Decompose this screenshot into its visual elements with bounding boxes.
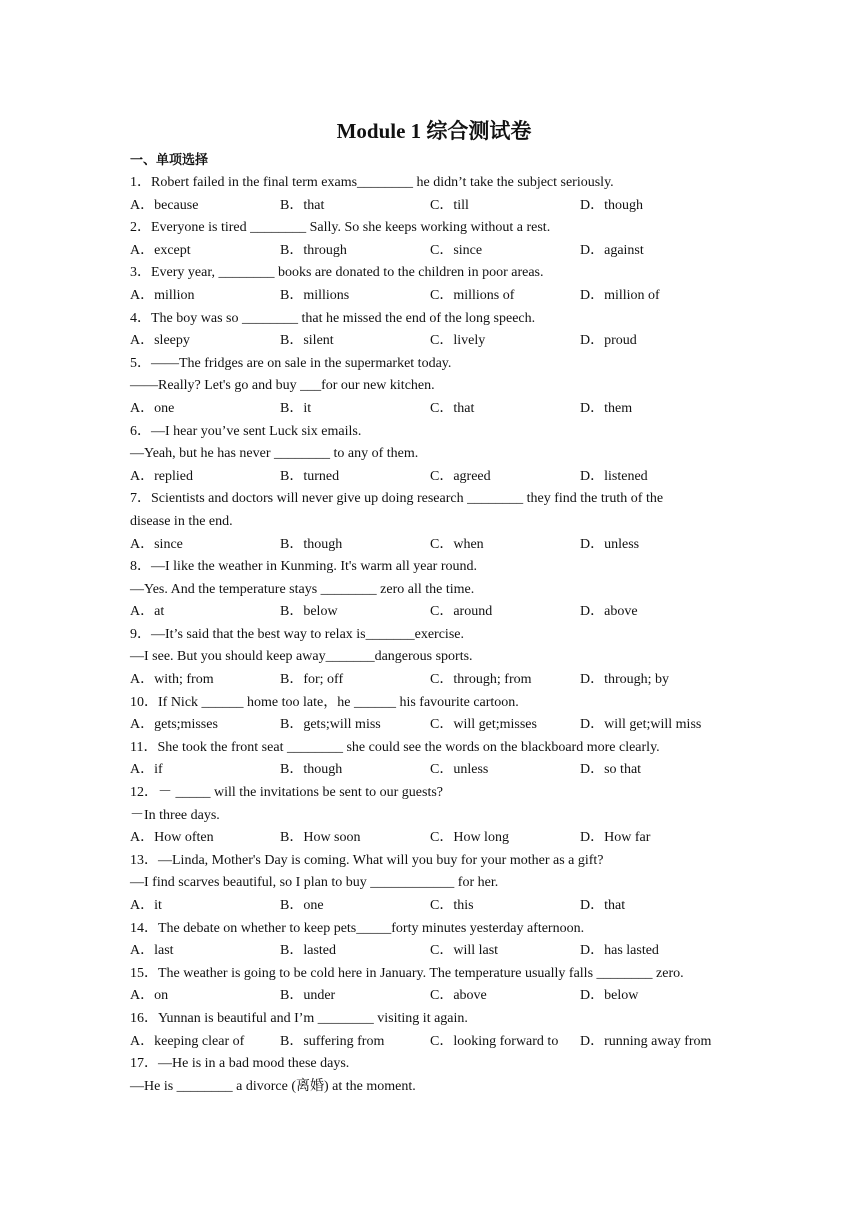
answer-option-c: C．when	[430, 536, 484, 552]
question-item	[130, 963, 740, 1008]
answer-options	[130, 669, 740, 692]
answer-option-d: D．that	[580, 898, 626, 913]
document-page	[130, 116, 740, 1098]
answer-option-c: C．unless	[430, 762, 489, 778]
answer-option-c: C．through; from	[430, 672, 532, 688]
answer-options	[130, 714, 740, 737]
answer-options	[130, 1031, 740, 1054]
answer-option-b: B．under	[280, 988, 336, 1004]
question-dialogue-line: —I see. But you should keep away_______dangerous sports.	[130, 649, 473, 665]
answer-option-b: B．through	[280, 242, 347, 258]
answer-option-a: A．sleepy	[130, 333, 190, 349]
answer-option-d: D．through; by	[580, 672, 670, 688]
answer-option-c: C．millions of	[430, 287, 515, 303]
question-item	[130, 488, 740, 556]
question-stem: 7．Scientists and doctors will never give up doing research ________ they find the truth of the	[130, 491, 664, 507]
question-item	[130, 172, 740, 217]
question-stem: 13．—Linda, Mother's Day is coming. What will you buy for your mother as a gift?	[130, 852, 604, 868]
question-item	[130, 624, 740, 692]
answer-option-b: B．it	[280, 400, 312, 416]
answer-options	[130, 240, 740, 263]
answer-options	[130, 285, 740, 308]
answer-option-a: A．keeping clear of	[130, 1033, 245, 1049]
answer-option-b: B．silent	[280, 333, 334, 349]
question-stem: 11．She took the front seat ________ she could see the words on the blackboard more clearly.	[130, 739, 660, 755]
answer-option-a: A．with; from	[130, 672, 214, 688]
answer-options	[130, 759, 740, 782]
answer-option-c: C．agreed	[430, 468, 491, 484]
question-stem: 8．—I like the weather in Kunming. It's warm all year round.	[130, 559, 477, 575]
question-dialogue-line: disease in the end.	[130, 513, 233, 529]
answer-option-a: A．at	[130, 604, 165, 620]
answer-option-d: D．them	[580, 400, 633, 416]
question-item	[130, 217, 740, 262]
answer-option-b: B．suffering from	[280, 1033, 385, 1049]
question-stem: 9．—It’s said that the best way to relax is_______exercise.	[130, 626, 464, 642]
answer-options	[130, 895, 740, 918]
answer-option-c: C．looking forward to	[430, 1033, 559, 1049]
question-item	[130, 918, 740, 963]
question-dialogue-line: －In three days.	[130, 807, 220, 823]
answer-option-a: A．gets;misses	[130, 717, 218, 733]
question-item	[130, 353, 740, 421]
question-item	[130, 737, 740, 782]
section-heading: 一、单项选择	[130, 153, 209, 168]
question-item	[130, 262, 740, 307]
question-item	[130, 782, 740, 850]
question-stem: 10．If Nick ______ home too late，he ______ his favourite cartoon.	[130, 694, 519, 710]
answer-option-a: A．replied	[130, 468, 193, 484]
answer-option-b: B．millions	[280, 287, 350, 303]
question-item	[130, 1008, 740, 1053]
answer-option-d: D．million of	[580, 287, 660, 303]
answer-option-a: A．one	[130, 400, 175, 416]
question-stem: 1．Robert failed in the final term exams________ he didn’t take the subject seriously.	[130, 175, 614, 190]
answer-option-d: D．though	[580, 197, 643, 213]
answer-option-d: D．above	[580, 604, 638, 620]
answer-option-a: A．it	[130, 898, 162, 913]
question-item	[130, 421, 740, 489]
answer-option-b: B．How soon	[280, 830, 361, 846]
answer-option-d: D．How far	[580, 830, 651, 846]
answer-option-b: B．one	[280, 898, 324, 913]
answer-options	[130, 827, 740, 850]
answer-option-b: B．though	[280, 762, 343, 778]
question-stem: 12．－ _____ will the invitations be sent to our guests?	[130, 785, 444, 801]
answer-option-d: D．unless	[580, 536, 640, 552]
question-stem: 6．—I hear you’ve sent Luck six emails.	[130, 423, 362, 439]
answer-option-c: C．this	[430, 898, 474, 913]
page-title: Module 1 综合测试卷	[336, 119, 532, 143]
question-dialogue-line: —I find scarves beautiful, so I plan to buy ____________ for her.	[130, 875, 499, 891]
question-stem: 16．Yunnan is beautiful and I’m ________ visiting it again.	[130, 1010, 468, 1026]
question-item	[130, 308, 740, 353]
question-stem: 17．—He is in a bad mood these days.	[130, 1056, 350, 1072]
answer-option-c: C．will last	[430, 943, 499, 959]
answer-options	[130, 534, 740, 557]
answer-option-d: D．below	[580, 988, 639, 1004]
question-list	[130, 172, 740, 1098]
answer-option-d: D．has lasted	[580, 943, 659, 959]
question-stem: 3．Every year, ________ books are donated to the children in poor areas.	[130, 265, 544, 281]
question-stem: 14．The debate on whether to keep pets_____forty minutes yesterday afternoon.	[130, 920, 585, 936]
answer-option-d: D．running away from	[580, 1033, 712, 1049]
answer-option-b: B．turned	[280, 468, 340, 484]
answer-options	[130, 466, 740, 489]
answer-option-b: B．below	[280, 604, 338, 620]
answer-option-a: A．on	[130, 988, 169, 1004]
answer-option-c: C．since	[430, 242, 483, 258]
answer-options	[130, 398, 740, 421]
answer-option-d: D．so that	[580, 762, 642, 778]
answer-option-a: A．because	[130, 197, 199, 213]
answer-options	[130, 601, 740, 624]
answer-option-b: B．though	[280, 536, 343, 552]
question-dialogue-line: ——Really? Let's go and buy ___for our new kitchen.	[130, 378, 435, 394]
answer-option-d: D．against	[580, 242, 644, 258]
question-stem: 4．The boy was so ________ that he missed the end of the long speech.	[130, 310, 536, 326]
question-stem: 5．——The fridges are on sale in the supermarket today.	[130, 355, 452, 371]
question-item	[130, 1053, 740, 1098]
question-item	[130, 850, 740, 918]
answer-option-c: C．How long	[430, 830, 509, 846]
question-dialogue-line: —Yeah, but he has never ________ to any of them.	[130, 446, 419, 462]
question-stem: 2．Everyone is tired ________ Sally. So she keeps working without a rest.	[130, 220, 551, 236]
answer-option-c: C．above	[430, 988, 487, 1004]
question-item	[130, 692, 740, 737]
question-item	[130, 556, 740, 624]
answer-options	[130, 940, 740, 963]
answer-option-b: B．for; off	[280, 672, 344, 688]
answer-options	[130, 330, 740, 353]
question-dialogue-line: —Yes. And the temperature stays ________ zero all the time.	[130, 581, 475, 597]
answer-option-d: D．will get;will miss	[580, 717, 702, 733]
answer-options	[130, 195, 740, 218]
answer-option-a: A．last	[130, 943, 174, 959]
answer-option-c: C．lively	[430, 333, 486, 349]
answer-option-b: B．that	[280, 197, 325, 213]
answer-option-a: A．since	[130, 536, 183, 552]
answer-option-d: D．listened	[580, 468, 648, 484]
answer-option-c: C．will get;misses	[430, 717, 537, 733]
question-stem: 15．The weather is going to be cold here in January. The temperature usually falls ________ zero.	[130, 965, 684, 981]
question-dialogue-line: —He is ________ a divorce (离婚) at the moment.	[130, 1078, 416, 1094]
answer-option-c: C．till	[430, 197, 469, 213]
answer-option-d: D．proud	[580, 333, 637, 349]
answer-option-b: B．lasted	[280, 943, 336, 959]
answer-option-a: A．except	[130, 242, 191, 258]
answer-option-c: C．around	[430, 604, 493, 620]
answer-option-a: A．million	[130, 287, 195, 303]
answer-option-a: A．How often	[130, 830, 214, 846]
answer-option-b: B．gets;will miss	[280, 717, 381, 733]
answer-option-a: A．if	[130, 762, 163, 778]
answer-options	[130, 985, 740, 1008]
answer-option-c: C．that	[430, 400, 475, 416]
